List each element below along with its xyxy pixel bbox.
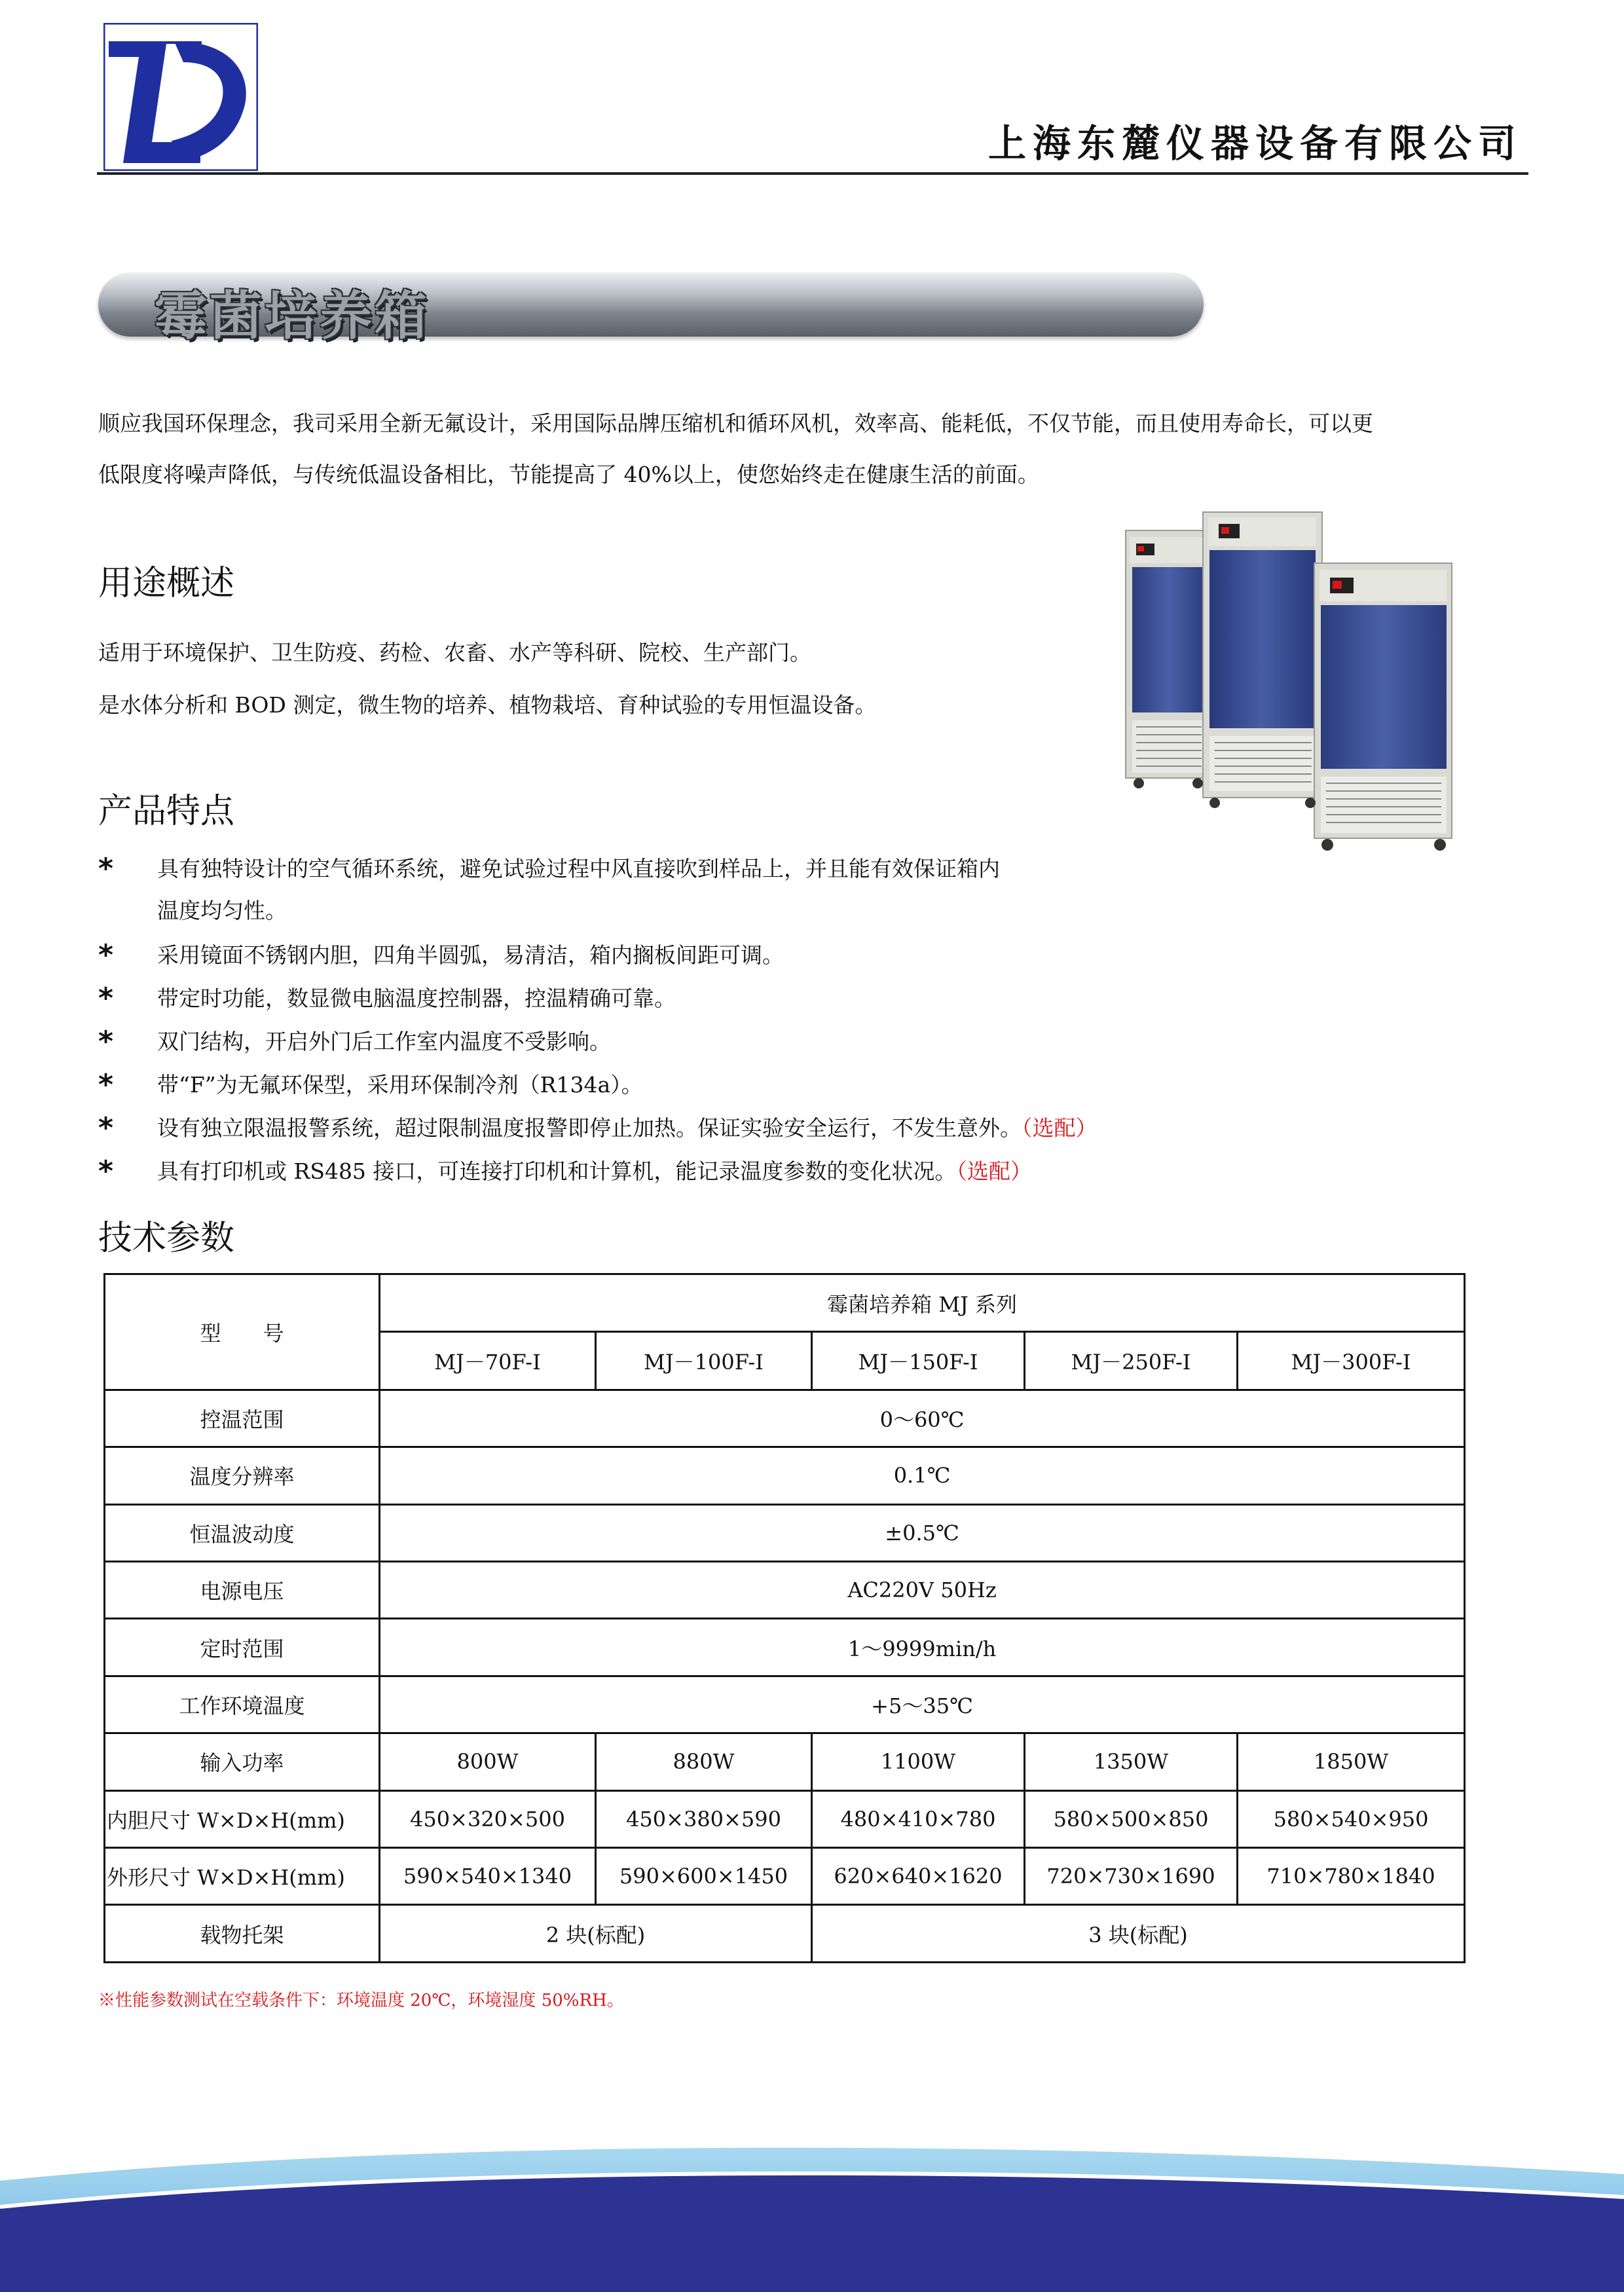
- model-cell: MJ－300F-I: [1238, 1332, 1465, 1390]
- product-title: 霉菌培养箱: [155, 286, 430, 346]
- model-cell: MJ－70F-I: [380, 1332, 596, 1390]
- row-label: 工作环境温度: [105, 1676, 380, 1733]
- footer-wave: [0, 2135, 1624, 2292]
- bullet-star-icon: *: [98, 982, 114, 1015]
- feature-text: 双门结构，开启外门后工作室内温度不受影响。: [157, 1029, 611, 1054]
- feature-item: [98, 939, 784, 972]
- feature-text: 设有独立限温报警系统，超过限制温度报警即停止加热。保证实验安全运行，不发生意外。: [157, 1115, 1022, 1141]
- row-value: 1～9999min/h: [380, 1619, 1465, 1676]
- optional-tag: （选配）: [956, 1158, 1032, 1184]
- bullet-star-icon: *: [98, 1155, 114, 1188]
- model-cell: MJ－100F-I: [596, 1332, 812, 1390]
- bullet-star-icon: *: [98, 1068, 114, 1101]
- row-label: 温度分辨率: [105, 1447, 380, 1504]
- table-row: [105, 1676, 1465, 1733]
- feature-text: 带“F”为无氟环保型，采用环保制冷剂（R134a）。: [157, 1072, 643, 1098]
- bullet-star-icon: *: [98, 1111, 114, 1145]
- row-value: 0.1℃: [380, 1447, 1465, 1504]
- row-label: 内胆尺寸 W×D×H(mm): [105, 1790, 380, 1847]
- row-label: 电源电压: [105, 1562, 380, 1619]
- feature-item: [98, 982, 676, 1015]
- row-label: 输入功率: [105, 1733, 380, 1790]
- inner-size-cell: 480×410×780: [812, 1790, 1025, 1847]
- row-label: 载物托架: [105, 1905, 380, 1963]
- usage-line-1: 适用于环境保护、卫生防疫、药检、农畜、水产等科研、院校、生产部门。: [98, 640, 811, 665]
- table-row: [105, 1447, 1465, 1504]
- row-value: AC220V 50Hz: [380, 1562, 1465, 1619]
- optional-tag: （选配）: [1022, 1115, 1098, 1141]
- inner-size-cell: 450×320×500: [380, 1790, 596, 1847]
- table-row: [105, 1390, 1465, 1447]
- table-row: [105, 1905, 1465, 1963]
- table-row: [105, 1274, 1465, 1332]
- feature-text: 带定时功能，数显微电脑温度控制器，控温精确可靠。: [157, 986, 676, 1011]
- header-divider: [97, 172, 1528, 175]
- table-row: [105, 1619, 1465, 1676]
- power-cell: 880W: [596, 1733, 812, 1790]
- row-label: 恒温波动度: [105, 1504, 380, 1561]
- feature-item-continuation: 温度均匀性。: [157, 898, 287, 923]
- power-cell: 1350W: [1025, 1733, 1238, 1790]
- specs-heading: 技术参数: [98, 1219, 235, 1258]
- table-row: [105, 1790, 1465, 1847]
- usage-line-2: 是水体分析和 BOD 测定，微生物的培养、植物栽培、育种试验的专用恒温设备。: [98, 692, 877, 718]
- feature-item: [98, 1069, 643, 1101]
- row-label: 外形尺寸 W×D×H(mm): [105, 1848, 380, 1905]
- outer-size-cell: 710×780×1840: [1238, 1848, 1465, 1905]
- intro-line-2: 低限度将噪声降低，与传统低温设备相比，节能提高了 40%以上，使您始终走在健康生活的前面。: [98, 462, 1039, 487]
- table-row: [105, 1733, 1465, 1790]
- company-name: 上海东麓仪器设备有限公司: [987, 121, 1522, 166]
- feature-text: 具有打印机或 RS485 接口，可连接打印机和计算机，能记录温度参数的变化状况。: [157, 1158, 957, 1184]
- table-row: [105, 1848, 1465, 1905]
- features-heading: 产品特点: [98, 792, 235, 831]
- row-value: ±0.5℃: [380, 1504, 1465, 1561]
- bullet-star-icon: *: [98, 852, 114, 885]
- feature-item: [98, 1026, 611, 1058]
- inner-size-cell: 580×500×850: [1025, 1790, 1238, 1847]
- outer-size-cell: 620×640×1620: [812, 1848, 1025, 1905]
- d-logo-icon: [103, 23, 258, 171]
- bullet-star-icon: *: [98, 938, 114, 972]
- row-label: 定时范围: [105, 1619, 380, 1676]
- shelves-large-cell: 3 块(标配): [812, 1905, 1465, 1963]
- feature-text: 具有独特设计的空气循环系统，避免试验过程中风直接吹到样品上，并且能有效保证箱内: [157, 856, 1000, 881]
- feature-text: 采用镜面不锈钢内胆，四角半圆弧，易清洁，箱内搁板间距可调。: [157, 942, 784, 968]
- row-label: 控温范围: [105, 1390, 380, 1447]
- feature-item: [98, 1112, 1098, 1145]
- usage-heading: 用途概述: [98, 564, 235, 603]
- table-row: [105, 1504, 1465, 1561]
- model-cell: MJ－250F-I: [1025, 1332, 1238, 1390]
- series-label: 霉菌培养箱 MJ 系列: [380, 1274, 1465, 1332]
- inner-size-cell: 450×380×590: [596, 1790, 812, 1847]
- power-cell: 1100W: [812, 1733, 1025, 1790]
- model-cell: MJ－150F-I: [812, 1332, 1025, 1390]
- feature-item: [98, 1155, 1032, 1188]
- table-row: [105, 1562, 1465, 1619]
- test-condition-note: ※性能参数测试在空载条件下：环境温度 20℃，环境湿度 50%RH。: [98, 1991, 624, 2010]
- spec-table: [103, 1273, 1466, 1963]
- row-value: +5～35℃: [380, 1676, 1465, 1733]
- bullet-star-icon: *: [98, 1025, 114, 1058]
- incubator-cabinets-icon: [1123, 511, 1467, 864]
- outer-size-cell: 720×730×1690: [1025, 1848, 1238, 1905]
- feature-item: [98, 853, 1000, 885]
- row-value: 0～60℃: [380, 1390, 1465, 1447]
- outer-size-cell: 590×600×1450: [596, 1848, 812, 1905]
- power-cell: 800W: [380, 1733, 596, 1790]
- shelves-small-cell: 2 块(标配): [380, 1905, 812, 1963]
- outer-size-cell: 590×540×1340: [380, 1848, 596, 1905]
- intro-line-1: 顺应我国环保理念，我司采用全新无氟设计，采用国际品牌压缩机和循环风机，效率高、能耗低，不仅节能，而且使用寿命长，可以更: [98, 411, 1373, 436]
- power-cell: 1850W: [1238, 1733, 1465, 1790]
- inner-size-cell: 580×540×950: [1238, 1790, 1465, 1847]
- model-label: 型 号: [105, 1274, 380, 1390]
